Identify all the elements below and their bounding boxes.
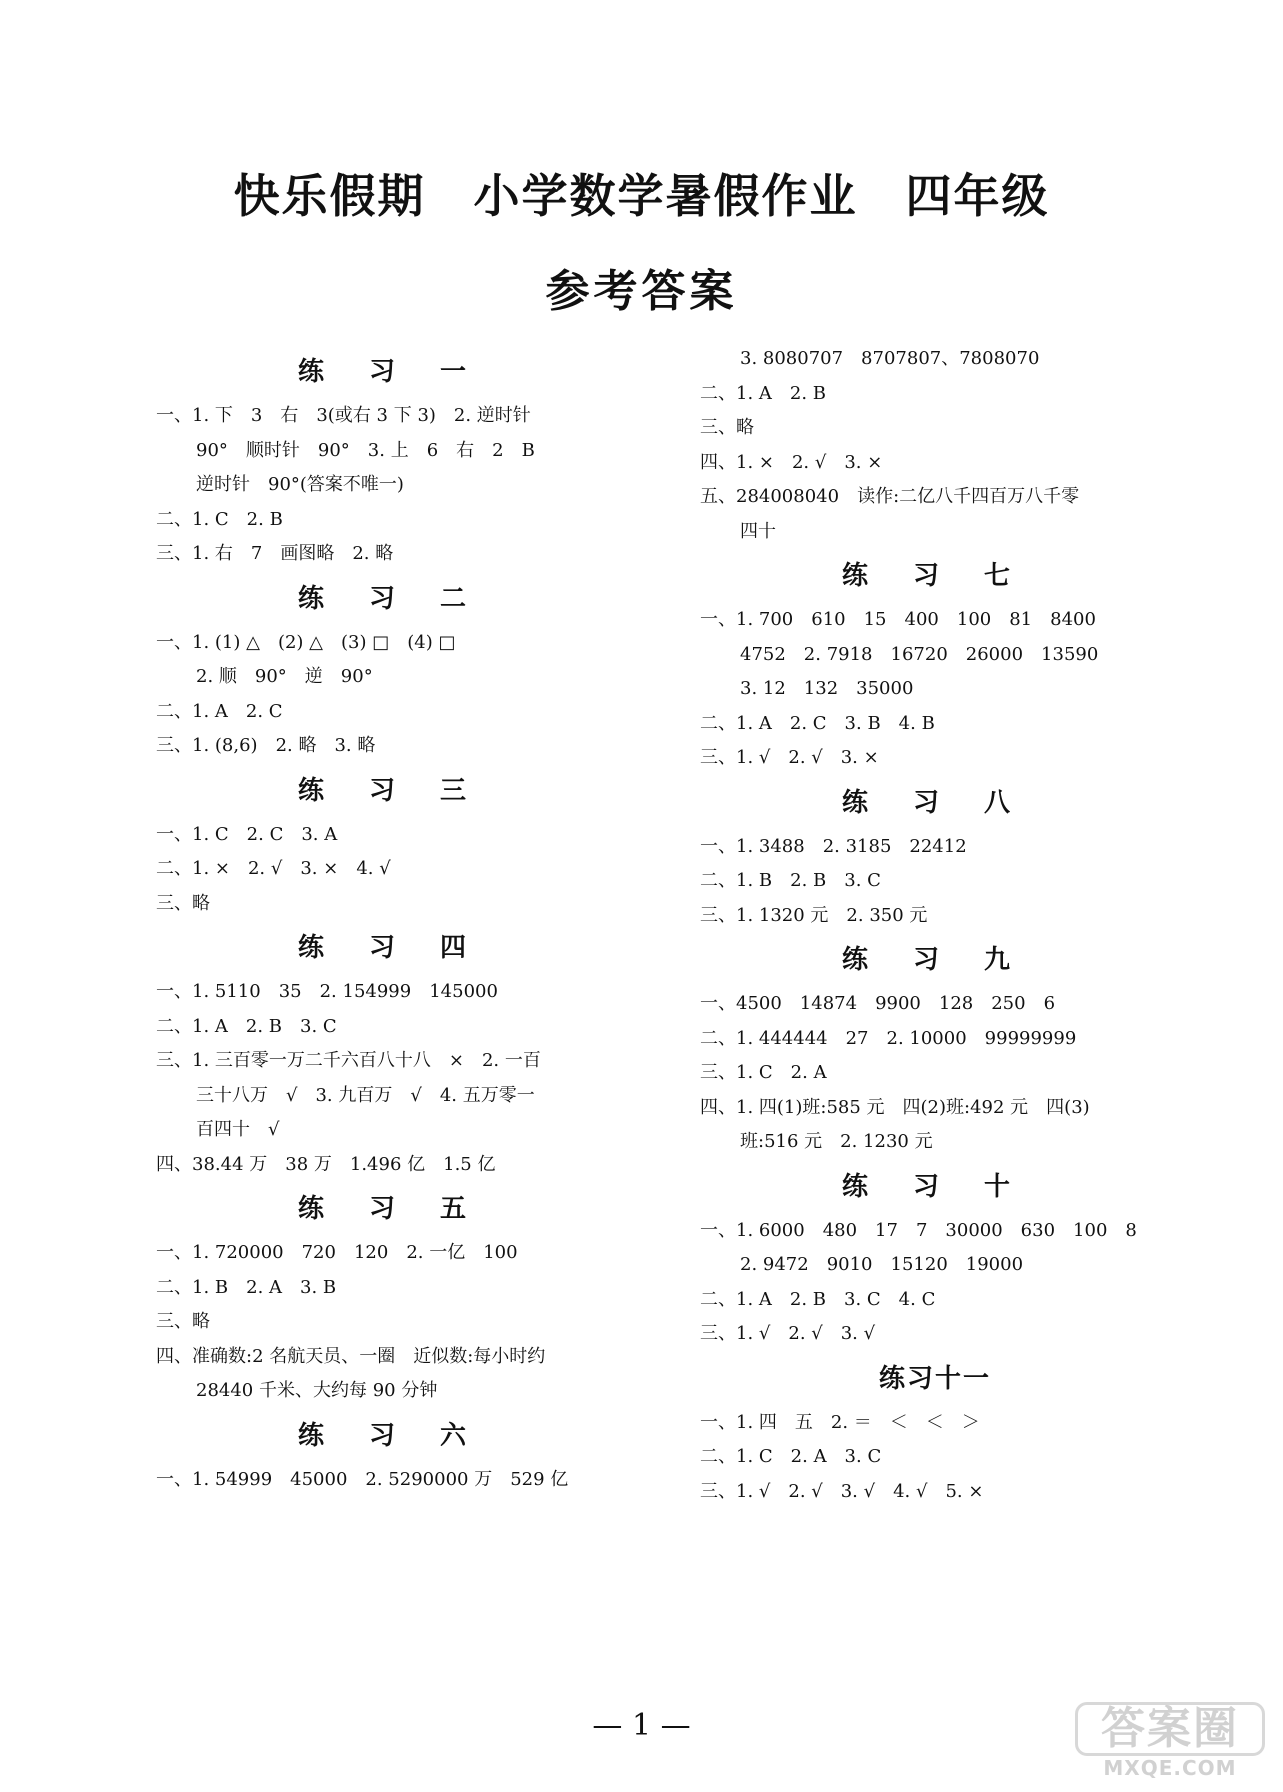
section-heading: 练 习 九 xyxy=(841,945,1029,975)
answer-line: 一、1. 720000 720 120 2. 一亿 100 xyxy=(156,1242,518,1263)
answer-line: 二、1. A 2. B 3. C xyxy=(156,1015,337,1037)
answer-line: 三、1. √ 2. √ 3. × xyxy=(700,747,879,768)
watermark-logo-text: 答案圈 xyxy=(1075,1702,1265,1756)
answer-line: 二、1. 444444 27 2. 10000 99999999 xyxy=(700,1027,1077,1049)
answer-line: 3. 12 132 35000 xyxy=(740,678,914,699)
answer-line: 四、准确数:2 名航天员、一圈 近似数:每小时约 xyxy=(156,1345,546,1367)
answer-line: 四、1. × 2. √ 3. × xyxy=(700,451,883,473)
answer-line: 3. 8080707 8707807、7808070 xyxy=(740,348,1040,369)
left-answer-column xyxy=(156,345,626,1497)
section-heading: 练 习 七 xyxy=(841,561,1029,591)
page-subtitle: 参考答案 xyxy=(545,266,738,317)
answer-line: 一、4500 14874 9900 128 250 6 xyxy=(700,993,1056,1014)
answer-line: 三、1. 三百零一万二千六百八十八 × 2. 一百 xyxy=(156,1050,541,1071)
answer-line: 二、1. × 2. √ 3. × 4. √ xyxy=(156,858,391,879)
answer-line: 一、1. 6000 480 17 7 30000 630 100 8 xyxy=(700,1219,1137,1241)
answer-line: 一、1. 下 3 右 3(或右 3 下 3) 2. 逆时针 xyxy=(156,405,531,426)
section-heading: 练 习 二 xyxy=(297,583,485,614)
answer-line: 二、1. A 2. C 3. B 4. B xyxy=(700,712,935,734)
watermark-url: MXQE.COM xyxy=(1103,1756,1237,1780)
section-heading: 练 习 五 xyxy=(297,1194,485,1224)
answer-line: 二、1. C 2. A 3. C xyxy=(700,1446,882,1467)
answer-line: 一、1. C 2. C 3. A xyxy=(156,823,338,845)
answer-line: 逆时针 90°(答案不唯一) xyxy=(196,474,404,495)
watermark-logo xyxy=(1075,1702,1265,1782)
answer-line: 二、1. B 2. B 3. C xyxy=(700,870,881,891)
answer-line: 一、1. 700 610 15 400 100 81 8400 xyxy=(700,609,1096,630)
answer-line: 三、略 xyxy=(156,892,210,914)
answer-line: 三、略 xyxy=(700,417,754,438)
answer-line: 百四十 √ xyxy=(196,1119,280,1140)
answer-line: 二、1. A 2. C xyxy=(156,700,283,722)
answer-line: 一、1. 5110 35 2. 154999 145000 xyxy=(156,981,498,1002)
answer-line: 三、略 xyxy=(156,1311,210,1332)
answer-line: 三、1. 右 7 画图略 2. 略 xyxy=(156,543,394,564)
answer-line: 一、1. 四 五 2. ＝ ＜ ＜ ＞ xyxy=(700,1411,980,1433)
answer-line: 三十八万 √ 3. 九百万 √ 4. 五万零一 xyxy=(196,1084,535,1106)
answer-line: 三、1. √ 2. √ 3. √ 4. √ 5. × xyxy=(700,1480,984,1502)
answer-line: 90° 顺时针 90° 3. 上 6 右 2 B xyxy=(196,439,535,461)
answer-line: 一、1. (1) △ (2) △ (3) □ (4) □ xyxy=(156,631,456,653)
answer-line: 班:516 元 2. 1230 元 xyxy=(740,1131,933,1152)
section-heading: 练习十一 xyxy=(878,1363,991,1394)
section-heading: 练 习 四 xyxy=(297,933,485,963)
answer-line: 三、1. (8,6) 2. 略 3. 略 xyxy=(156,735,376,756)
page-number: — 1 — xyxy=(592,1708,691,1743)
answer-line: 2. 9472 9010 15120 19000 xyxy=(740,1254,1024,1275)
answer-line: 二、1. A 2. B xyxy=(700,382,827,404)
section-heading: 练 习 十 xyxy=(841,1171,1029,1202)
right-answer-column xyxy=(700,342,1170,1509)
answer-line: 四、38.44 万 38 万 1.496 亿 1.5 亿 xyxy=(156,1153,496,1175)
answer-line: 三、1. C 2. A xyxy=(700,1062,827,1083)
answer-line: 二、1. B 2. A 3. B xyxy=(156,1276,337,1298)
answer-line: 28440 千米、大约每 90 分钟 xyxy=(196,1380,438,1401)
answer-line: 三、1. 1320 元 2. 350 元 xyxy=(700,904,928,926)
answer-line: 一、1. 3488 2. 3185 22412 xyxy=(700,835,967,857)
answer-line: 二、1. A 2. B 3. C 4. C xyxy=(700,1288,936,1310)
answer-line: 一、1. 54999 45000 2. 5290000 万 529 亿 xyxy=(156,1468,569,1490)
answer-line: 2. 顺 90° 逆 90° xyxy=(196,666,373,687)
section-heading: 练 习 一 xyxy=(297,357,485,387)
section-heading: 练 习 三 xyxy=(297,775,485,806)
answer-line: 四、1. 四(1)班:585 元 四(2)班:492 元 四(3) xyxy=(700,1096,1090,1118)
section-heading: 练 习 六 xyxy=(297,1420,485,1451)
page-title: 快乐假期 小学数学暑假作业 四年级 xyxy=(233,169,1050,223)
answer-line: 三、1. √ 2. √ 3. √ xyxy=(700,1323,876,1344)
section-heading: 练 习 八 xyxy=(841,787,1029,818)
answer-line: 4752 2. 7918 16720 26000 13590 xyxy=(740,643,1099,665)
answer-line: 四十 xyxy=(740,520,776,542)
answer-line: 二、1. C 2. B xyxy=(156,508,283,530)
answer-line: 五、284008040 读作:二亿八千四百万八千零 xyxy=(700,486,1080,507)
